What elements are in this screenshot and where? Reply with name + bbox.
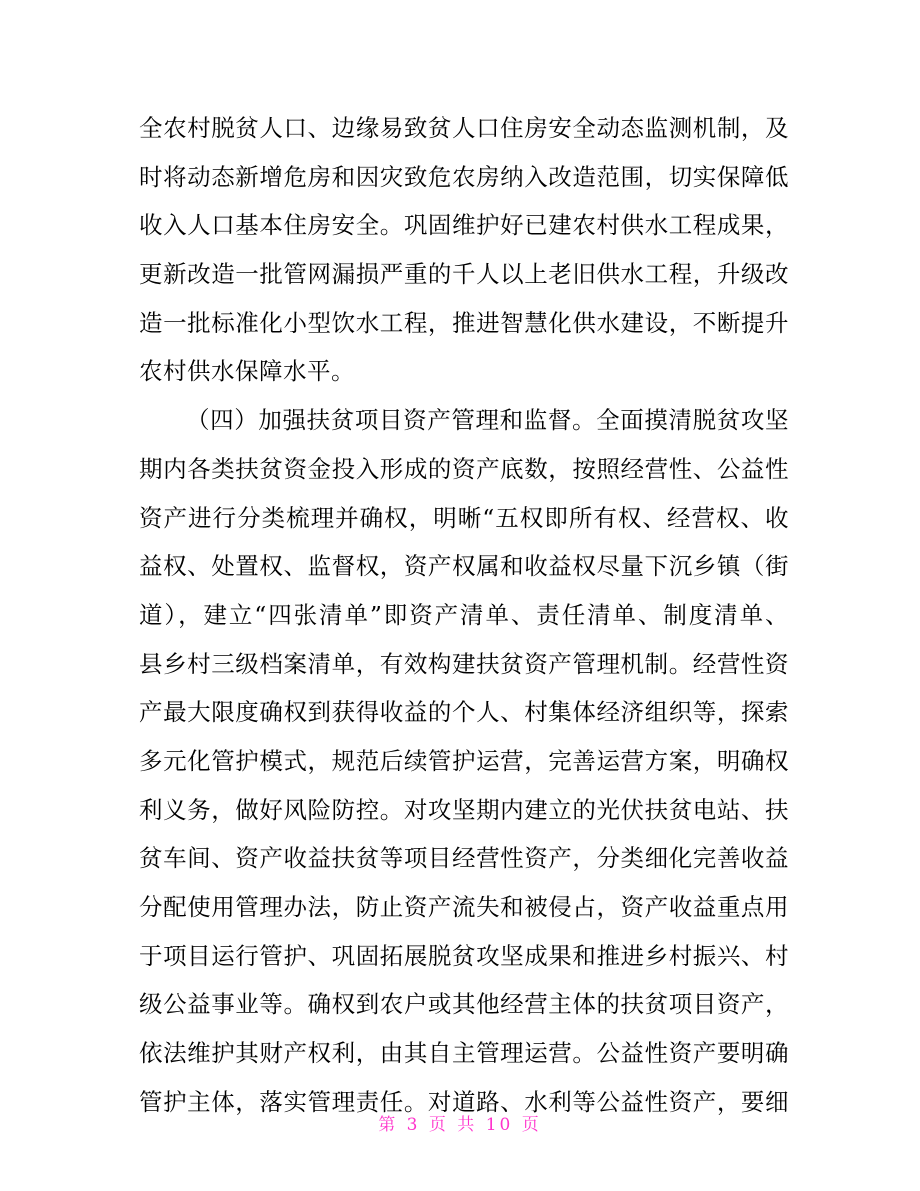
text-line: 管护主体，落实管理责任。对道路、水利等公益性资产，要细 <box>139 1087 789 1116</box>
text-line: 造一批标准化小型饮水工程，推进智慧化供水建设，不断提升 <box>139 308 789 337</box>
text-line: 利义务，做好风险防控。对攻坚期内建立的光伏扶贫电站、扶 <box>139 795 789 824</box>
page-number-footer: 第 3 页 共 10 页 <box>378 1115 542 1135</box>
text-line: 县乡村三级档案清单，有效构建扶贫资产管理机制。经营性资 <box>139 649 789 678</box>
text-line: 分配使用管理办法，防止资产流失和被侵占，资产收益重点用 <box>139 893 789 921</box>
text-line: 农村供水保障水平。 <box>139 357 355 386</box>
text-line: 贫车间、资产收益扶贫等项目经营性资产，分类细化完善收益 <box>139 844 789 873</box>
text-line: 多元化管护模式，规范后续管护运营，完善运营方案，明确权 <box>139 746 789 775</box>
text-line: 依法维护其财产权利，由其自主管理运营。公益性资产要明确 <box>139 1039 789 1068</box>
text-line: 于项目运行管护、巩固拓展脱贫攻坚成果和推进乡村振兴、村 <box>139 941 789 970</box>
text-line: （四）加强扶贫项目资产管理和监督。全面摸清脱贫攻坚 <box>186 406 789 435</box>
text-line: 期内各类扶贫资金投入形成的资产底数，按照经营性、公益性 <box>139 454 789 483</box>
text-line: 级公益事业等。确权到农户或其他经营主体的扶贫项目资产， <box>139 990 789 1019</box>
text-line: 产最大限度确权到获得收益的个人、村集体经济组织等，探索 <box>139 698 789 727</box>
text-line: 益权、处置权、监督权，资产权属和收益权尽量下沉乡镇（街 <box>139 552 789 581</box>
text-line: 全农村脱贫人口、边缘易致贫人口住房安全动态监测机制，及 <box>139 114 789 142</box>
body-text <box>139 104 789 1126</box>
text-line: 时将动态新增危房和因灾致危农房纳入改造范围，切实保障低 <box>139 162 789 191</box>
text-line: 更新改造一批管网漏损严重的千人以上老旧供水工程，升级改 <box>139 260 789 289</box>
text-line: 收入人口基本住房安全。巩固维护好已建农村供水工程成果， <box>139 211 789 240</box>
text-line: 资产进行分类梳理并确权，明晰“五权即所有权、经营权、收 <box>139 503 789 532</box>
text-line: 道），建立“四张清单”即资产清单、责任清单、制度清单、 <box>139 600 789 629</box>
